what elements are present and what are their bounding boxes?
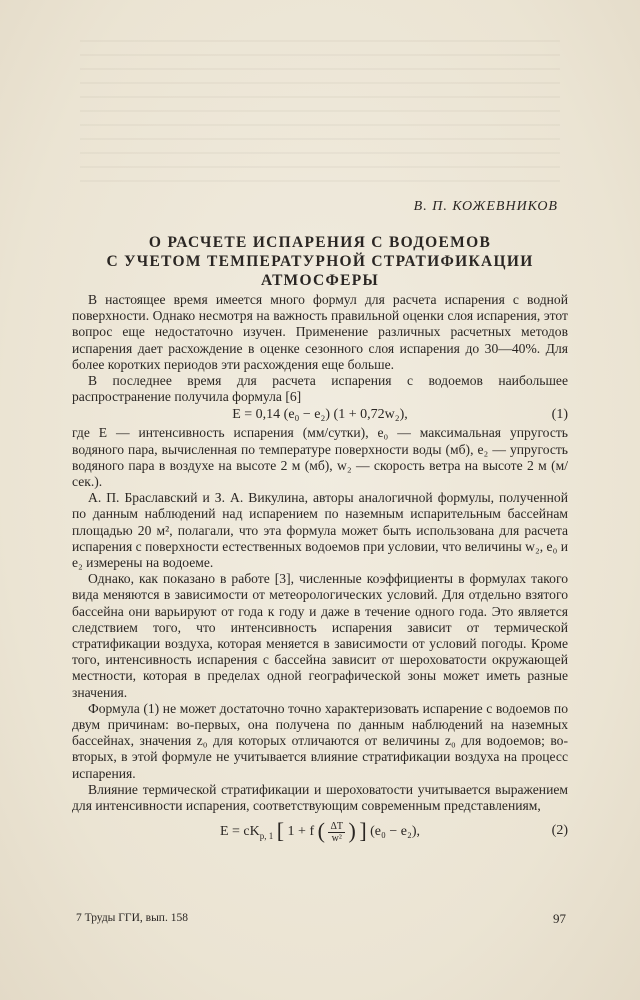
formula-2-left: E = cK (219, 824, 260, 840)
paragraph-3: где E — интенсивность испарения (мм/сутки), e₀ — максимальная упругость водяного пара, вычисленная по температуре поверхности воды (мб), e₂ — упругость водяного пара в воздухе на высоте 2 м (мб), w₂ — скорость ветра на высоте 2 м (м/сек.). (72, 425, 568, 490)
formula-1-expression: E = 0,14 (e₀ − e₂) (1 + 0,72w₂), (232, 407, 408, 423)
bleed-through-texture (80, 40, 560, 190)
formula-2-fraction (328, 821, 345, 844)
paragraph-7: Влияние термической стратификации и шероховатости учитывается выражением для интенсивности испарения, соответствующим современным представлениям, (72, 781, 568, 814)
bracket-open: [ (276, 818, 285, 844)
paragraph-5: Однако, как показано в работе [3], численные коэффициенты в формулах такого вида меняются в зависимости от метеорологических условий. Для отдельно взятого бассейна они варьируют от года к году и даже в течение одного года. Это является следствием того, что интенсивность испарения зависит от термической стратификации воздуха, которая меняется в зависимости от условий погоды. Кроме того, интенсивность испарения с бассейна зависит от шероховатости окружающей местности, которая в пределах одной географической зоны может иметь разные значения. (72, 571, 568, 700)
formula-2-right: (e₀ − e₂), (370, 824, 421, 840)
footer-signature: 7 Труды ГГИ, вып. 158 (76, 912, 188, 924)
formula-2-mid: 1 + f (287, 824, 315, 840)
fraction-denominator: w² (331, 832, 342, 844)
author-name: В. П. КОЖЕВНИКОВ (413, 199, 558, 214)
paragraph-1: В настоящее время имеется много формул для расчета испарения с водной поверхности. Однако несмотря на важность правильной оценки слоя испарения, этот вопрос еще недостаточно изучен. Применение различных расчетных методов испарения дает расхождение в оценке сезонного слоя испарения до 30—40%. Для более коротких периодов эти расхождения еще больше. (72, 292, 568, 372)
formula-2-number: (2) (551, 823, 568, 839)
paragraph-4: А. П. Браславский и З. А. Викулина, авторы аналогичной формулы, полученной по данным наблюдений над испарением по наземным испарительным бассейнам площадью 20 м², полагали, что эта формула может быть использована для расчета испарения с поверхности естественных водоемов при условии, что величины w₂, e₀ и e₂ измерены на водоеме. (72, 490, 568, 571)
article-body (72, 292, 568, 848)
paragraph-6: Формула (1) не может достаточно точно характеризовать испарение с водоемов по двум причинам: во-первых, она получена по данным наблюдений на наземных бассейнах, значения z₀ для которых отличаются от величины z₀ для водоемов; во-вторых, в этой формуле не учитывается влияние стратификации воздуха на процесс испарения. (72, 700, 568, 781)
paragraph-2: В последнее время для расчета испарения с водоемов наибольшее распространение получила формула [6] (72, 373, 568, 405)
fraction-numerator: ΔT (330, 820, 343, 832)
formula-1-number: (1) (551, 407, 568, 423)
formula-1 (72, 405, 568, 425)
paren-open: ( (317, 818, 325, 844)
bracket-close: ] (359, 818, 367, 844)
article-title (70, 233, 570, 290)
formula-2 (72, 814, 568, 848)
title-line-2: С УЧЕТОМ ТЕМПЕРАТУРНОЙ СТРАТИФИКАЦИИ АТМОСФЕРЫ (106, 253, 534, 289)
paren-close: ) (348, 818, 356, 844)
formula-2-subscript: p, 1 (259, 831, 274, 842)
title-line-1: О РАСЧЕТЕ ИСПАРЕНИЯ С ВОДОЕМОВ (148, 234, 492, 251)
page-number: 97 (553, 911, 566, 926)
